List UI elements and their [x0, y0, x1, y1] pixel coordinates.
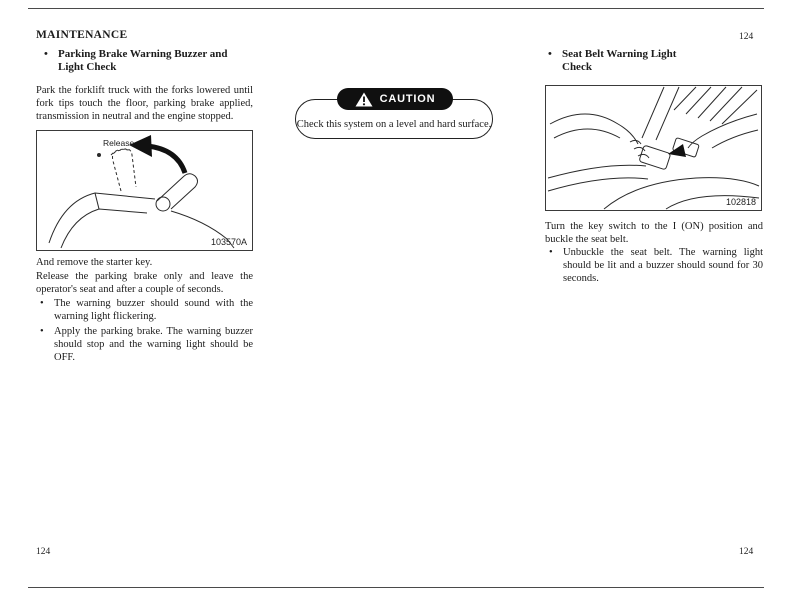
- bullet-marker: [44, 48, 58, 74]
- bullet-marker: [548, 48, 562, 74]
- list-item: [549, 246, 763, 285]
- parking-brake-figure: [36, 130, 253, 251]
- left-intro-paragraph: Park the forklift truck with the forks lowered until fork tips touch the floor, parking brake applied, transmission in neutral and the engine stopped.: [36, 85, 253, 122]
- right-column-heading: [548, 48, 698, 74]
- top-rule: [28, 8, 764, 9]
- bottom-rule: [28, 587, 764, 588]
- caution-tab: [337, 88, 453, 110]
- warning-triangle-icon: [355, 92, 373, 107]
- parking-brake-illustration: [37, 131, 252, 250]
- release-label: Release: [103, 138, 135, 148]
- list-item: [40, 297, 253, 323]
- page-number-bottom-left: 124: [36, 547, 51, 557]
- right-bullet-list: [549, 246, 763, 287]
- seat-belt-illustration: [546, 86, 761, 210]
- page-number-top: 124: [739, 32, 754, 42]
- left-column-heading: [44, 48, 250, 74]
- list-item: [40, 325, 253, 364]
- caution-label: CAUTION: [379, 93, 436, 105]
- left-paragraph-2: Release the parking brake only and leave the operator's seat and after a couple of seconds.: [36, 271, 253, 295]
- right-paragraph-1: Turn the key switch to the I (ON) position and buckle the seat belt.: [545, 221, 763, 245]
- bullet-text: Apply the parking brake. The warning buzzer should stop and the warning light should be OFF.: [54, 326, 253, 363]
- left-bullet-list: [40, 297, 253, 366]
- bullet-text: Unbuckle the seat belt. The warning light should be lit and a buzzer should sound for 30 seconds.: [563, 247, 763, 284]
- right-heading-text: Seat Belt Warning Light Check: [562, 48, 677, 73]
- section-header: MAINTENANCE: [36, 29, 128, 41]
- left-heading-text: Parking Brake Warning Buzzer and Light Check: [58, 48, 228, 73]
- figure-number: 102818: [725, 197, 756, 207]
- figure-number: 103570A: [210, 237, 247, 247]
- bullet-marker: [549, 246, 563, 285]
- bullet-text: The warning buzzer should sound with the warning light flickering.: [54, 298, 253, 322]
- caution-text: Check this system on a level and hard surface.: [296, 119, 492, 130]
- bullet-marker: [40, 297, 54, 323]
- page-number-bottom-right: 124: [739, 547, 754, 557]
- bullet-marker: [40, 325, 54, 364]
- seat-belt-figure: [545, 85, 762, 211]
- left-paragraph-1: And remove the starter key.: [36, 257, 153, 268]
